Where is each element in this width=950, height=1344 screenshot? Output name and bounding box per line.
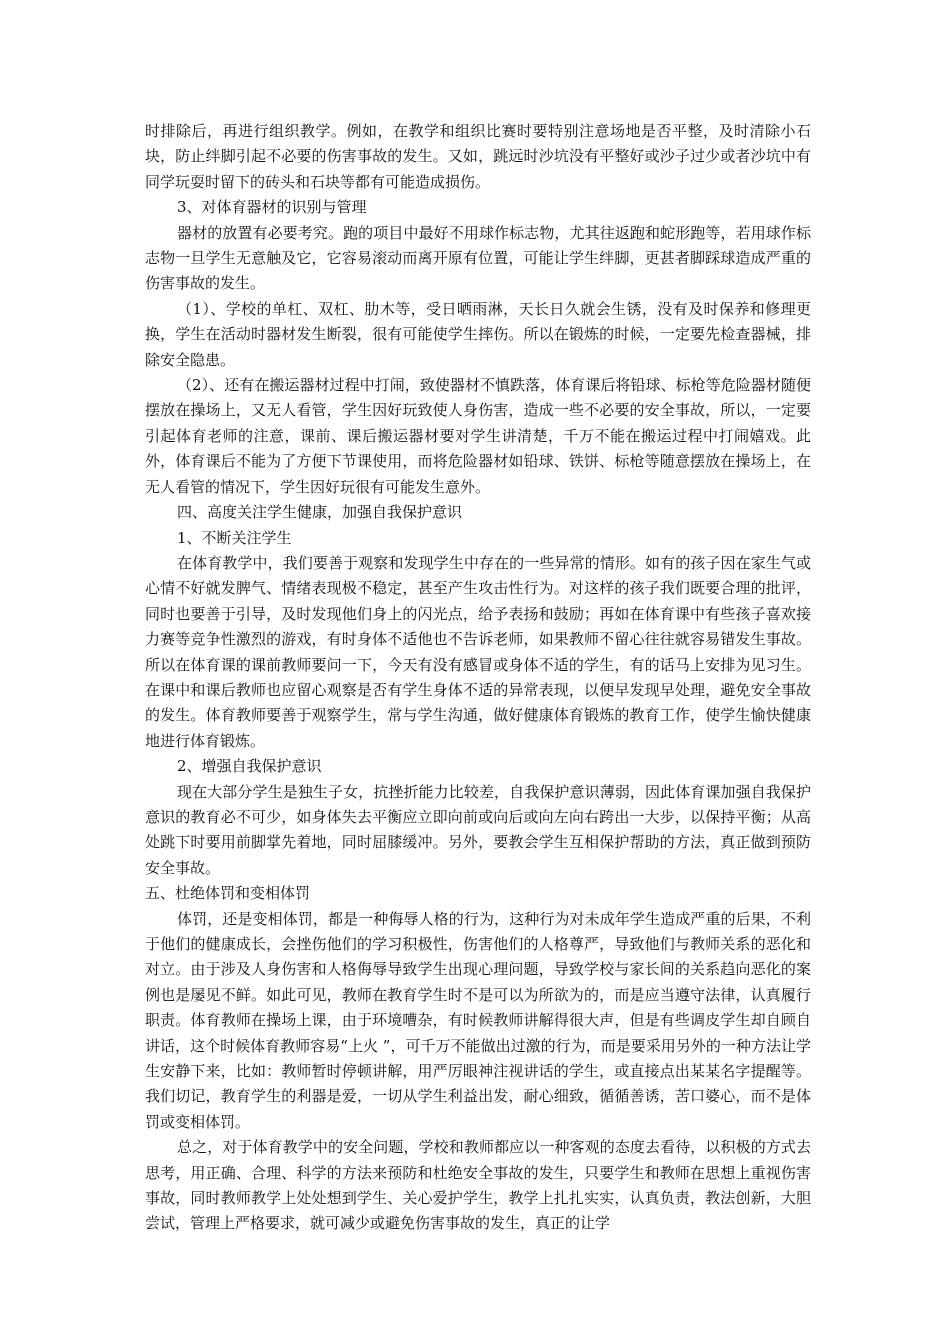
- heading-section-5: 五、杜绝体罚和变相体罚: [145, 884, 311, 903]
- paragraph-2: 器材的放置有必要考究。跑的项目中最好不用球作标志物，尤其往返跑和蛇形跑等，若用球作标志物一旦学生无意触及它，它容易滚动而离开原有位置，可能让学生绊脚，更甚者脚踩球造成严重的伤害事故的发生。: [145, 223, 811, 293]
- heading-self-protection: 2、增强自我保护意识: [177, 757, 322, 776]
- paragraph-7: 体罚，还是变相体罚，都是一种侮辱人格的行为，这种行为对未成年学生造成严重的后果，不利于他们的健康成长，会挫伤他们的学习积极性，伤害他们的人格尊严，导致他们与教师关系的恶化和对立。由于涉及人身伤害和人格侮辱导致学生出现心理问题，导致学校与家长间的关系趋向恶化的案例也是屡见不鲜。如此可见，教师在教育学生时不是可以为所欲为的，而是应当遵守法律，认真履行职责。体育教师在操场上课，由于环境嘈杂，有时候教师讲解得很大声，但是有些调皮学生却自顾自讲话，这个时候体育教师容易“上火 ”，可千万不能做出过激的行为，而是要采用另外的一种方法让学生安静下来，比如：教师暂时停顿讲解，用严厉眼神注视讲话的学生，或直接点出某某名字提醒等。我们切记，教育学生的利器是爱，一切从学生利益出发，耐心细致，循循善诱，苦口婆心，而不是体罚或变相体罚。: [145, 909, 811, 1131]
- paragraph-4: （2）、还有在搬运器材过程中打闹，致使器材不慎跌落，体育课后将铅球、标枪等危险器材随便摆放在操场上，又无人看管，学生因好玩致使人身伤害，造成一些不必要的安全事故，所以，一定要引起体育老师的注意，课前、课后搬运器材要对学生讲清楚，千万不能在搬运过程中打闹嬉戏。此外，体育课后不能为了方便下节课使用，而将危险器材如铅球、铁饼、标枪等随意摆放在操场上，在无人看管的情况下，学生因好玩很有可能发生意外。: [145, 376, 811, 496]
- paragraph-6: 现在大部分学生是独生子女，抗挫折能力比较差，自我保护意识薄弱，因此体育课加强自我保护意识的教育必不可少，如身体失去平衡应立即向前或向后或向左向右跨出一大步，以保持平衡；从高处跳下时要用前脚掌先着地，同时屈膝缓冲。另外，要教会学生互相保护帮助的方法，真正做到预防安全事故。: [145, 782, 811, 877]
- document-body: [145, 119, 811, 1237]
- paragraph-3: （1）、学校的单杠、双杠、肋木等，受日晒雨淋，天长日久就会生锈，没有及时保养和修理更换，学生在活动时器材发生断裂，很有可能使学生摔伤。所以在锻炼的时候，一定要先检查器械，排除安全隐患。: [145, 299, 811, 369]
- heading-equipment: 3、对体育器材的识别与管理: [177, 198, 367, 217]
- paragraph-5: 在体育教学中，我们要善于观察和发现学生中存在的一些异常的情形。如有的孩子因在家生气或心情不好就发脾气、情绪表现极不稳定，甚至产生攻击性行为。对这样的孩子我们既要合理的批评，同时也要善于引导，及时发现他们身上的闪光点，给予表扬和鼓励；再如在体育课中有些孩子喜欢接力赛等竞争性激烈的游戏，有时身体不适他也不告诉老师，如果教师不留心往往就容易错发生事故。所以在体育课的课前教师要问一下，今天有没有感冒或身体不适的学生，有的话马上安排为见习生。在课中和课后教师也应留心观察是否有学生身体不适的异常表现，以便早发现早处理，避免安全事故的发生。体育教师要善于观察学生，常与学生沟通，做好健康体育锻炼的教育工作，使学生愉快健康地进行体育锻炼。: [145, 553, 811, 750]
- heading-attention: 1、不断关注学生: [177, 528, 292, 547]
- paragraph-1: 时排除后，再进行组织教学。例如，在教学和组织比赛时要特别注意场地是否平整，及时清除小石块，防止绊脚引起不必要的伤害事故的发生。又如，跳远时沙坑没有平整好或沙子过少或者沙坑中有同学玩耍时留下的砖头和石块等都有可能造成损伤。: [145, 122, 811, 191]
- paragraph-8: 总之，对于体育教学中的安全问题，学校和教师都应以一种客观的态度去看待，以积极的方式去思考，用正确、合理、科学的方法来预防和杜绝安全事故的发生，只要学生和教师在思想上重视伤害事故，同时教师教学上处处想到学生、关心爱护学生，教学上扎扎实实，认真负责，教法创新，大胆尝试，管理上严格要求，就可减少或避免伤害事故的发生，真正的让学: [145, 1138, 811, 1233]
- heading-section-4: 四、高度关注学生健康，加强自我保护意识: [177, 503, 463, 522]
